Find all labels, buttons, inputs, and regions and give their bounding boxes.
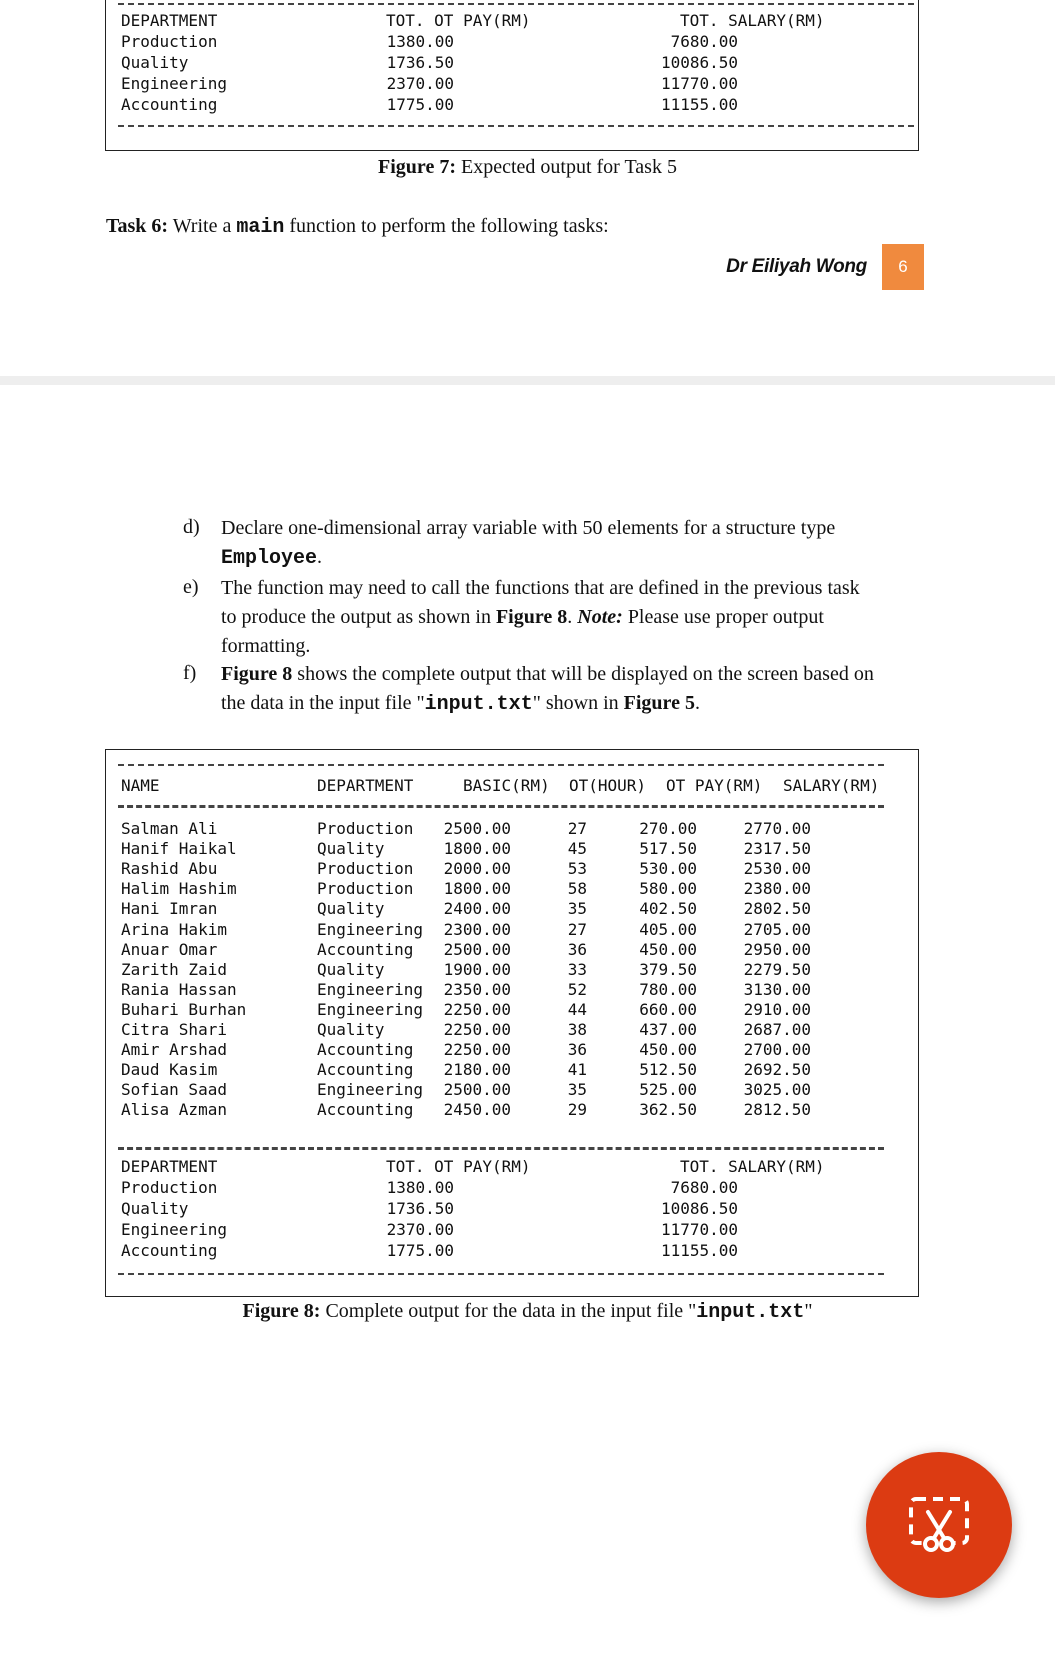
caption-label: Figure 7:	[378, 156, 456, 178]
item-text: to produce the output as shown in	[221, 606, 496, 628]
employee-ot-pay: 512.50	[639, 1060, 697, 1080]
figure8-dept-header	[106, 1156, 918, 1177]
figure7-output-box	[105, 0, 919, 151]
employee-department: Quality	[317, 1020, 385, 1039]
employee-department: Accounting	[317, 939, 414, 959]
employee-salary: 2317.50	[743, 839, 811, 859]
employee-basic: 2500.00	[443, 1080, 511, 1100]
employee-ot-hour: 35	[567, 899, 587, 919]
employee-basic: 2450.00	[443, 1100, 511, 1120]
dept-tot-ot-pay: 1775.00	[386, 1241, 454, 1260]
employee-ot-hour: 53	[567, 859, 587, 879]
employee-department: Quality	[317, 959, 385, 979]
figure7-caption	[0, 156, 1055, 179]
employee-ot-hour: 44	[567, 999, 587, 1019]
screenshot-cut-icon	[906, 1494, 972, 1556]
dept-name: Quality	[121, 1199, 189, 1218]
dept-name: Accounting	[121, 95, 218, 114]
dept-name: Production	[121, 32, 218, 51]
employee-name: Citra Shari	[121, 1020, 227, 1039]
employee-basic: 2000.00	[443, 859, 511, 879]
employee-ot-pay: 405.00	[639, 919, 697, 939]
figure8-table-header	[106, 775, 918, 796]
item-d-marker: d)	[183, 516, 200, 538]
employee-ot-hour: 38	[567, 1020, 587, 1039]
screenshot-snip-button[interactable]	[866, 1452, 1012, 1598]
employee-salary: 2700.00	[743, 1040, 811, 1060]
dept-tot-ot-pay: 1380.00	[386, 1178, 454, 1197]
employee-ot-pay: 660.00	[639, 999, 697, 1019]
item-d-text	[221, 514, 926, 573]
employee-department: Quality	[317, 839, 385, 859]
item-e-marker: e)	[183, 576, 199, 598]
task6-heading	[106, 212, 609, 242]
item-text: .	[317, 546, 323, 568]
employee-ot-hour: 33	[567, 959, 587, 979]
dept-tot-salary: 7680.00	[670, 32, 738, 51]
col-tot-salary: TOT. SALARY(RM)	[680, 11, 825, 30]
employee-department: Production	[317, 879, 414, 899]
dept-name: Quality	[121, 53, 189, 72]
employee-ot-pay: 517.50	[639, 839, 697, 859]
employee-basic: 2180.00	[443, 1060, 511, 1080]
item-text: formatting.	[221, 635, 311, 657]
dept-tot-salary: 10086.50	[660, 53, 738, 72]
dept-tot-ot-pay: 1736.50	[386, 53, 454, 72]
employee-basic: 2400.00	[443, 899, 511, 919]
employee-name: Halim Hashim	[121, 879, 237, 899]
divider	[118, 1147, 884, 1150]
figure8-output-box	[105, 749, 919, 1297]
employee-name: Zarith Zaid	[121, 959, 227, 979]
employee-salary: 2530.00	[743, 859, 811, 879]
dept-tot-ot-pay: 2370.00	[386, 1220, 454, 1239]
employee-department: Accounting	[317, 1060, 414, 1080]
employee-ot-pay: 362.50	[639, 1100, 697, 1120]
col-department: DEPARTMENT	[121, 11, 218, 30]
page-separator	[0, 376, 1055, 385]
col-basic: BASIC(RM)	[463, 776, 550, 795]
employee-salary: 2770.00	[743, 819, 811, 838]
col-department: DEPARTMENT	[317, 776, 414, 795]
employee-name: Rania Hassan	[121, 979, 237, 999]
divider	[118, 125, 914, 127]
employee-ot-hour: 45	[567, 839, 587, 859]
employee-salary: 2687.00	[743, 1020, 811, 1039]
caption-text: Complete output for the data in the input file "	[320, 1300, 697, 1322]
employee-department: Engineering	[317, 979, 423, 999]
employee-name: Anuar Omar	[121, 939, 218, 959]
figure-ref: Figure 5	[623, 692, 695, 714]
employee-ot-pay: 780.00	[639, 979, 697, 999]
employee-ot-pay: 530.00	[639, 859, 697, 879]
employee-ot-pay: 402.50	[639, 899, 697, 919]
item-text: shows the complete output that will be displayed on the screen based on	[292, 663, 874, 685]
figure8-caption	[0, 1300, 1055, 1324]
employee-ot-pay: 580.00	[639, 879, 697, 899]
employee-salary: 2705.00	[743, 919, 811, 939]
employee-basic: 2300.00	[443, 919, 511, 939]
dept-tot-salary: 11155.00	[660, 1241, 738, 1260]
employee-salary: 2279.50	[743, 959, 811, 979]
employee-name: Hanif Haikal	[121, 839, 237, 859]
employee-salary: 2380.00	[743, 879, 811, 899]
figure7-dept-header	[106, 10, 918, 31]
figure-ref: Figure 8	[221, 663, 293, 685]
employee-ot-pay: 450.00	[639, 939, 697, 959]
employee-ot-hour: 29	[567, 1100, 587, 1120]
task-text: Write a	[168, 215, 237, 237]
employee-name: Hani Imran	[121, 899, 218, 919]
employee-department: Production	[317, 819, 414, 838]
employee-ot-pay: 450.00	[639, 1040, 697, 1060]
task-text: function to perform the following tasks:	[284, 215, 609, 237]
col-tot-salary: TOT. SALARY(RM)	[680, 1157, 825, 1176]
divider	[118, 764, 884, 766]
employee-name: Buhari Burhan	[121, 999, 247, 1019]
employee-basic: 1800.00	[443, 879, 511, 899]
employee-salary: 2692.50	[743, 1060, 811, 1080]
col-ot-pay: OT PAY(RM)	[666, 776, 763, 795]
code-filename: input.txt	[696, 1301, 805, 1324]
code-filename: input.txt	[424, 693, 533, 716]
employee-ot-hour: 36	[567, 1040, 587, 1060]
employee-basic: 2250.00	[443, 999, 511, 1019]
employee-name: Amir Arshad	[121, 1040, 227, 1060]
figure-ref: Figure 8	[495, 606, 568, 628]
employee-basic: 1900.00	[443, 959, 511, 979]
employee-salary: 3025.00	[743, 1080, 811, 1100]
caption-text: "	[804, 1300, 813, 1322]
dept-name: Engineering	[121, 1220, 227, 1239]
col-ot-hour: OT(HOUR)	[569, 776, 647, 795]
item-e-text	[221, 574, 926, 661]
employee-department: Accounting	[317, 1100, 414, 1120]
page-number-badge: 6	[882, 244, 924, 290]
item-text: .	[567, 606, 578, 628]
item-f-marker: f)	[183, 662, 197, 684]
employee-salary: 2812.50	[743, 1100, 811, 1120]
employee-salary: 2950.00	[743, 939, 811, 959]
employee-department: Engineering	[317, 919, 423, 939]
employee-ot-hour: 58	[567, 879, 587, 899]
caption-text: Expected output for Task 5	[455, 156, 677, 178]
employee-basic: 1800.00	[443, 839, 511, 859]
employee-ot-pay: 270.00	[639, 819, 697, 838]
employee-ot-hour: 36	[567, 939, 587, 959]
col-name: NAME	[121, 776, 160, 795]
col-department: DEPARTMENT	[121, 1157, 218, 1176]
employee-department: Engineering	[317, 999, 423, 1019]
employee-basic: 2500.00	[443, 939, 511, 959]
employee-ot-hour: 35	[567, 1080, 587, 1100]
employee-ot-hour: 27	[567, 819, 587, 838]
item-text: Please use proper output	[622, 606, 824, 628]
employee-basic: 2250.00	[443, 1040, 511, 1060]
col-tot-ot-pay: TOT. OT PAY(RM)	[386, 11, 531, 30]
employee-ot-hour: 27	[567, 919, 587, 939]
employee-ot-hour: 41	[567, 1060, 587, 1080]
dept-tot-ot-pay: 1775.00	[386, 95, 454, 114]
dept-tot-salary: 7680.00	[670, 1178, 738, 1197]
employee-ot-hour: 52	[567, 979, 587, 999]
employee-salary: 3130.00	[743, 979, 811, 999]
employee-name: Alisa Azman	[121, 1100, 227, 1120]
divider	[118, 3, 914, 5]
employee-ot-pay: 525.00	[639, 1080, 697, 1100]
dept-tot-ot-pay: 2370.00	[386, 74, 454, 93]
dept-tot-salary: 10086.50	[660, 1199, 738, 1218]
item-f-text	[221, 660, 926, 719]
employee-basic: 2350.00	[443, 979, 511, 999]
item-text: " shown in	[532, 692, 624, 714]
divider	[118, 1273, 884, 1275]
author-name: Dr Eiliyah Wong	[726, 256, 867, 277]
divider	[118, 805, 884, 808]
employee-salary: 2802.50	[743, 899, 811, 919]
dept-tot-salary: 11155.00	[660, 95, 738, 114]
employee-name: Sofian Saad	[121, 1080, 227, 1100]
dept-name: Accounting	[121, 1241, 218, 1260]
employee-salary: 2910.00	[743, 999, 811, 1019]
note-label: Note:	[577, 606, 623, 628]
employee-department: Accounting	[317, 1040, 414, 1060]
item-text: Declare one-dimensional array variable with 50 elements for a structure type	[221, 517, 836, 539]
employee-department: Quality	[317, 899, 385, 919]
dept-name: Engineering	[121, 74, 227, 93]
employee-ot-pay: 437.00	[639, 1020, 697, 1039]
employee-department: Engineering	[317, 1080, 423, 1100]
employee-name: Salman Ali	[121, 819, 218, 838]
code-employee: Employee	[221, 547, 318, 570]
col-tot-ot-pay: TOT. OT PAY(RM)	[386, 1157, 531, 1176]
employee-name: Arina Hakim	[121, 919, 227, 939]
dept-tot-ot-pay: 1736.50	[386, 1199, 454, 1218]
dept-tot-salary: 11770.00	[660, 1220, 738, 1239]
employee-name: Daud Kasim	[121, 1060, 218, 1080]
employee-name: Rashid Abu	[121, 859, 218, 879]
item-text: The function may need to call the functions that are defined in the previous task	[221, 577, 860, 599]
item-text: .	[694, 692, 700, 714]
code-main: main	[236, 216, 285, 239]
employee-basic: 2250.00	[443, 1020, 511, 1039]
employee-ot-pay: 379.50	[639, 959, 697, 979]
caption-label: Figure 8:	[242, 1300, 321, 1322]
col-salary: SALARY(RM)	[783, 776, 880, 795]
dept-name: Production	[121, 1178, 218, 1197]
employee-department: Production	[317, 859, 414, 879]
task-label: Task 6:	[106, 215, 169, 237]
employee-basic: 2500.00	[443, 819, 511, 838]
dept-tot-salary: 11770.00	[660, 74, 738, 93]
dept-tot-ot-pay: 1380.00	[386, 32, 454, 51]
item-text: the data in the input file "	[221, 692, 425, 714]
